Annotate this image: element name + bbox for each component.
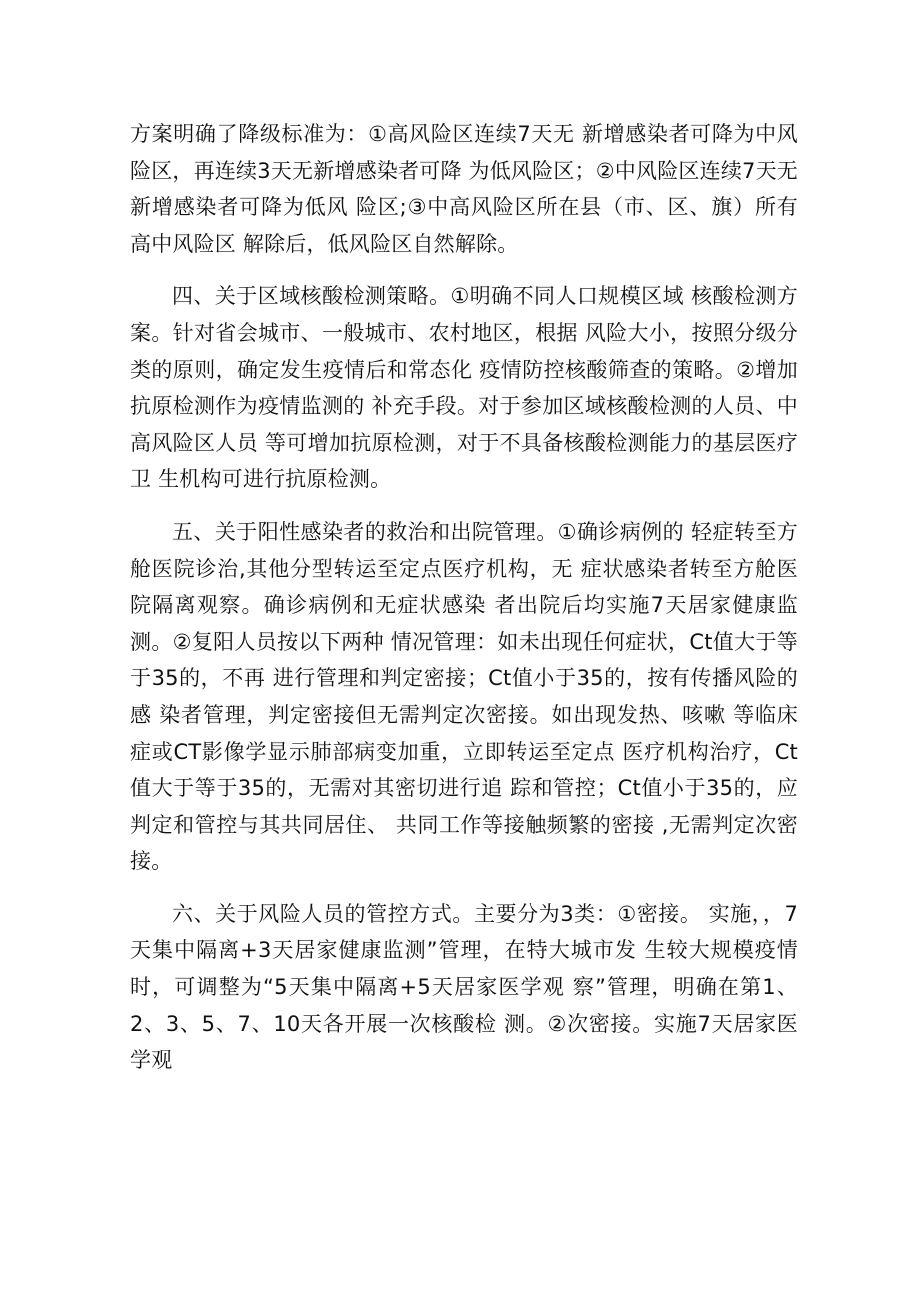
paragraph-downgrade-standards: 方案明确了降级标准为：①高风险区连续7天无 新增感染者可降为中风险区，再连续3天无新增感染者可降 为低风险区；②中风险区连续7天无新增感染者可降为低风 险区;③中高风险区所在县（市、区、旗）所有高中风险区 解除后，低风险区自然解除。 xyxy=(130,122,798,256)
document-body xyxy=(130,116,798,1095)
paragraph-regional-nucleic-testing: 四、关于区域核酸检测策略。①明确不同人口规模区域 核酸检测方案。针对省会城市、一般城市、农村地区，根据 风险大小，按照分级分类的原则，确定发生疫情后和常态化 疫情防控核酸筛查的策略。②增加抗原检测作为疫情监测的 补充手段。对于参加区域核酸检测的人员、中高风险区人员 等可增加抗原检测，对于不具备核酸检测能力的基层医疗卫 生机构可进行抗原检测。 xyxy=(130,284,798,492)
paragraph-risk-personnel-control: 六、关于风险人员的管控方式。主要分为3类：①密接。 实施，，7天集中隔离+3天居家健康监测”管理，在特大城市发 生较大规模疫情时，可调整为“5天集中隔离+5天居家医学观 察”管理，明确在第1、2、3、5、7、10天各开展一次核酸检 测。②次密接。实施7天居家医学观 xyxy=(130,901,798,1073)
paragraph-positive-treatment-discharge: 五、关于阳性感染者的救治和出院管理。①确诊病例的 轻症转至方舱医院诊治,其他分型转运至定点医疗机构，无 症状感染者转至方舱医院隔离观察。确诊病例和无症状感染 者出院后均实施7天居家健康监测。②复阳人员按以下两种 情况管理：如未出现任何症状，Ct值大于等于35的，不再 进行管理和判定密接；Ct值小于35的，按有传播风险的感 染者管理，判定密接但无需判定次密接。如出现发热、咳嗽 等临床症或CT影像学显示肺部病变加重，立即转运至定点 医疗机构治疗，Ct值大于等于35的，无需对其密切进行追 踪和管控；Ct值小于35的，应判定和管控与其共同居住、 共同工作等接触频繁的密接 ,无需判定次密接。 xyxy=(130,519,798,874)
